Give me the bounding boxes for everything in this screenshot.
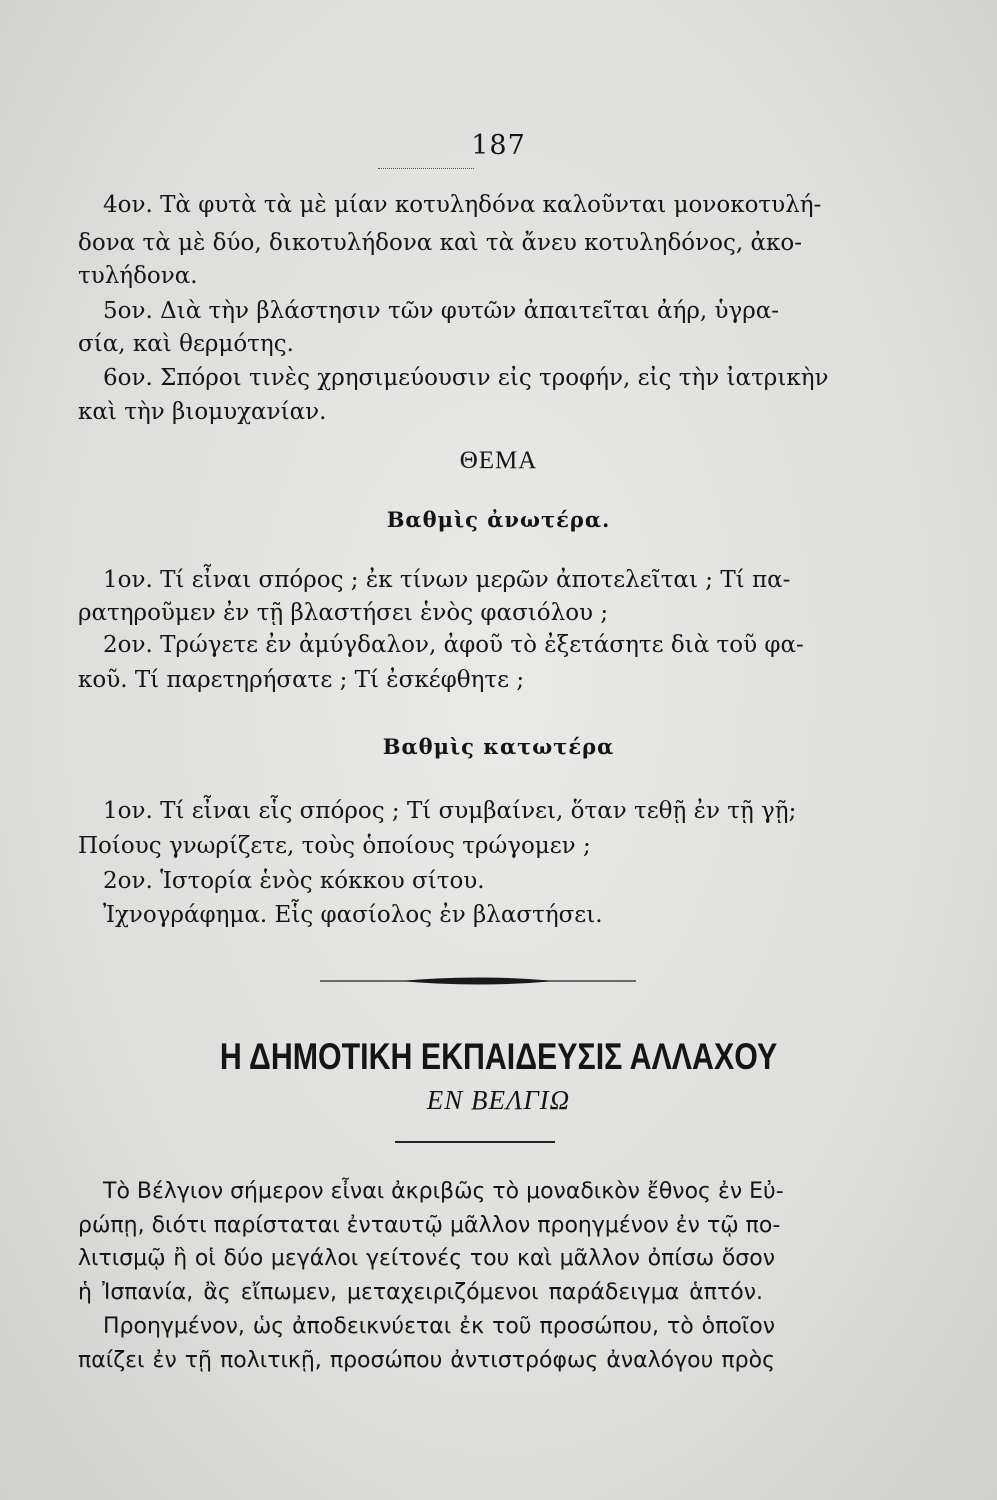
- ornament-divider: [320, 973, 636, 989]
- text-line: κοῦ. Τί παρετηρήσατε ; Τί ἐσκέφθητε ;: [78, 667, 525, 693]
- text-line: 2ον. Τρώγετε ἐν ἀμύγδαλον, ἀφοῦ τὸ ἐξετάσητε διὰ τοῦ φα-: [103, 632, 804, 658]
- text-line: 4ον. Τὰ φυτὰ τὰ μὲ μίαν κοτυληδόνα καλοῦνται μονοκοτυλή-: [103, 192, 822, 218]
- text-line: 1ον. Τί εἶναι σπόρος ; ἐκ τίνων μερῶν ἀποτελεῖται ; Τί πα-: [103, 567, 791, 593]
- theme-heading: ΘΕΜΑ: [459, 447, 538, 474]
- text-line: ἡ Ἰσπανία, ἂς εἴπωμεν, μεταχειριζόμενοι παράδειγμα ἁπτόν.: [78, 1280, 763, 1305]
- text-line: Ἰχνογράφημα. Εἷς φασίολος ἐν βλαστήσει.: [103, 902, 603, 928]
- text-line: ρώπῃ, διότι παρίσταται ἐνταυτῷ μᾶλλον προηγμένον ἐν τῷ πο-: [78, 1213, 781, 1238]
- text-line: Τὸ Βέλγιον σήμερον εἶναι ἀκριβῶς τὸ μοναδικὸν ἔθνος ἐν Εὐ-: [103, 1179, 784, 1204]
- text-line: καὶ τὴν βιομυχανίαν.: [78, 399, 327, 425]
- text-line: τυλήδονα.: [78, 263, 198, 289]
- text-line: 5ον. Διὰ τὴν βλάστησιν τῶν φυτῶν ἀπαιτεῖται ἀήρ, ὑγρα-: [103, 298, 780, 324]
- text-line: δονα τὰ μὲ δύο, δικοτυλήδονα καὶ τὰ ἄνευ κοτυληδόνος, ἀκο-: [78, 230, 803, 256]
- page-number: 187: [471, 130, 526, 161]
- text-line: Ποίους γνωρίζετε, τοὺς ὁποίους τρώγομεν ;: [78, 833, 591, 859]
- text-line: παίζει ἐν τῇ πολιτικῇ, προσώπου ἀντιστρόφως ἀναλόγου πρὸς: [78, 1348, 775, 1373]
- text-line: 1ον. Τί εἶναι εἷς σπόρος ; Τί συμβαίνει, ὅταν τεθῇ ἐν τῇ γῇ;: [103, 798, 797, 824]
- text-line: 2ον. Ἱστορία ἑνὸς κόκκου σίτου.: [103, 868, 485, 894]
- upper-grade-heading: Βαθμὶς ἀνωτέρα.: [386, 507, 611, 532]
- text-line: σία, καὶ θερμότης.: [78, 331, 294, 357]
- page-number-rule: [378, 168, 474, 169]
- text-line: Προηγμένον, ὡς ἀποδεικνύεται ἐκ τοῦ προσώπου, τὸ ὁποῖον: [103, 1314, 775, 1339]
- article-subtitle: ΕΝ ΒΕΛΓΙΩ: [426, 1085, 571, 1115]
- lower-grade-heading: Βαθμὶς κατωτέρα: [382, 734, 615, 759]
- text-line: ρατηροῦμεν ἐν τῇ βλαστήσει ἑνὸς φασιόλου ;: [78, 600, 609, 626]
- title-rule: [395, 1141, 555, 1143]
- article-title: Η ΔΗΜΟΤΙΚΗ ΕΚΠΑΙΔΕΥΣΙΣ ΑΛΛΑΧΟΥ: [219, 1036, 778, 1077]
- text-line: 6ον. Σπόροι τινὲς χρησιμεύουσιν εἰς τροφήν, εἰς τὴν ἰατρικὴν: [103, 365, 829, 391]
- text-line: λιτισμῷ ἢ οἱ δύο μεγάλοι γείτονές του καὶ μᾶλλον ὀπίσω ὅσον: [78, 1246, 775, 1271]
